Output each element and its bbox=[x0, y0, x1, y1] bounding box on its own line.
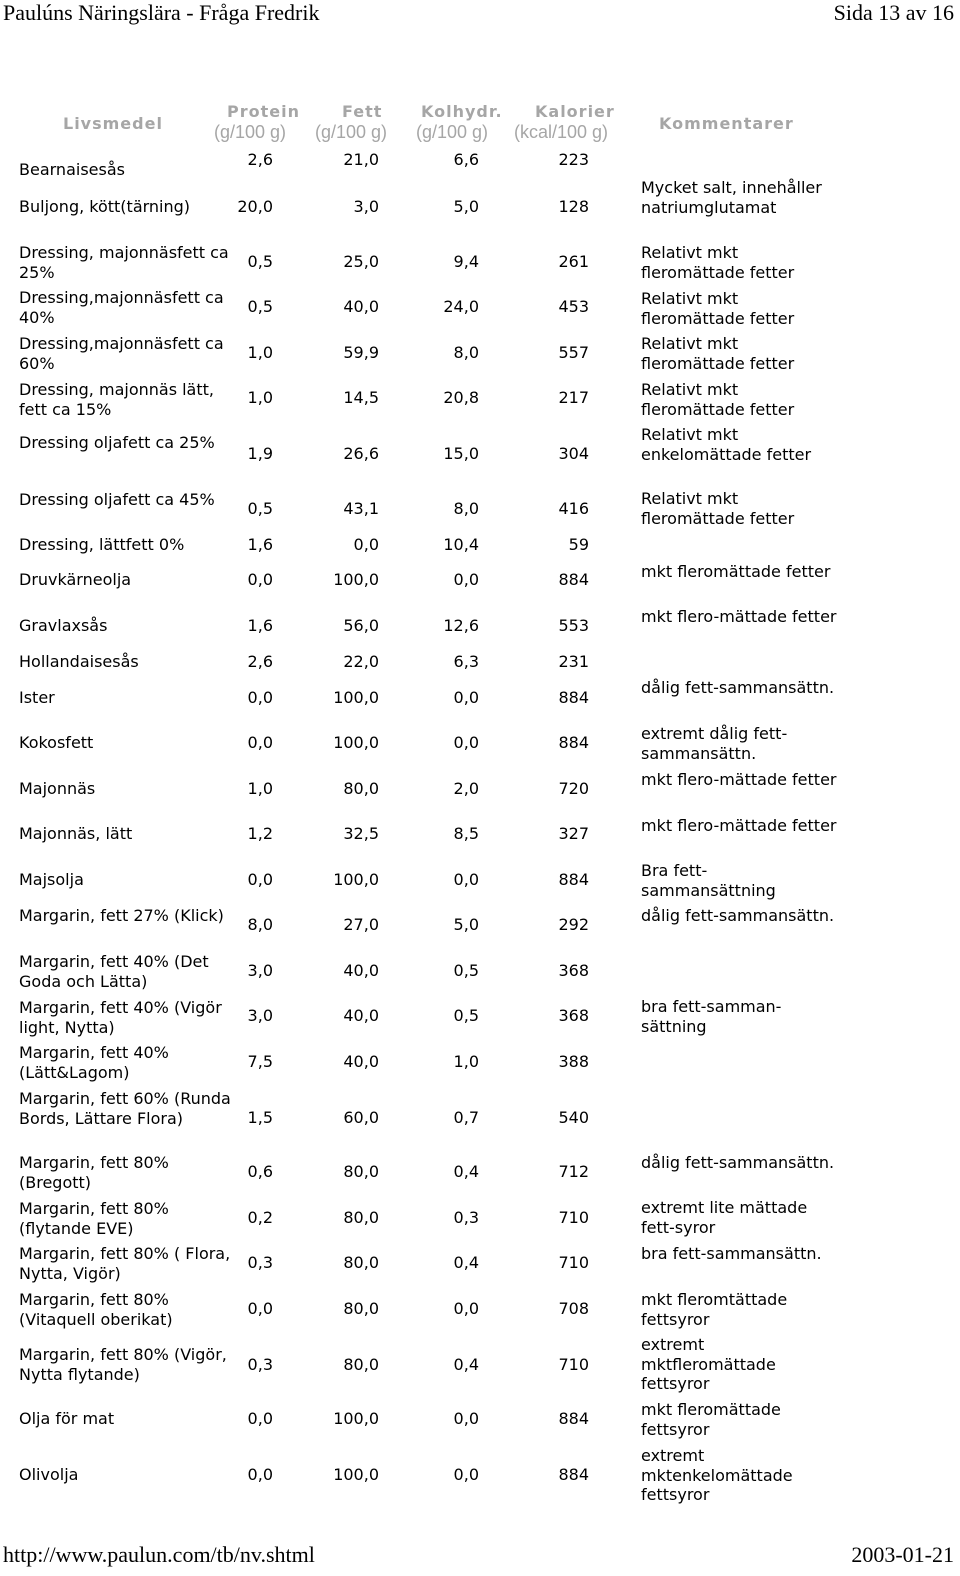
kcal-value: 327 bbox=[558, 824, 589, 843]
carb-value: 0,0 bbox=[453, 870, 479, 889]
protein-value: 8,0 bbox=[247, 915, 273, 934]
carb-value: 0,4 bbox=[453, 1355, 479, 1374]
fat-value: 0,0 bbox=[353, 535, 379, 554]
comment-text: dålig fett-sammansättn. bbox=[641, 906, 835, 925]
carb-value: 15,0 bbox=[443, 444, 479, 463]
food-name: Dressing, majonnäsfett ca 25% bbox=[19, 243, 229, 282]
carb-value: 6,6 bbox=[453, 150, 479, 169]
food-name: Margarin, fett 80% (flytande EVE) bbox=[19, 1199, 169, 1238]
food-name: Margarin, fett 80% ( Flora, Nytta, Vigör) bbox=[19, 1244, 231, 1283]
column-header-carb: Kolhydr. bbox=[421, 102, 503, 121]
fat-value: 80,0 bbox=[343, 1208, 379, 1227]
protein-value: 1,0 bbox=[247, 388, 273, 407]
protein-value: 0,0 bbox=[247, 870, 273, 889]
carb-value: 5,0 bbox=[453, 197, 479, 216]
fat-value: 14,5 bbox=[343, 388, 379, 407]
carb-value: 0,0 bbox=[453, 1465, 479, 1484]
kcal-value: 292 bbox=[558, 915, 589, 934]
fat-value: 43,1 bbox=[343, 499, 379, 518]
protein-value: 0,5 bbox=[247, 252, 273, 271]
comment-text: Relativt mkt fleromättade fetter bbox=[641, 289, 795, 328]
protein-value: 20,0 bbox=[237, 197, 273, 216]
fat-value: 21,0 bbox=[343, 150, 379, 169]
fat-value: 60,0 bbox=[343, 1108, 379, 1127]
food-name: Bearnaisesås bbox=[19, 160, 125, 179]
carb-value: 2,0 bbox=[453, 779, 479, 798]
protein-value: 0,6 bbox=[247, 1162, 273, 1181]
kcal-value: 231 bbox=[558, 652, 589, 671]
comment-text: dålig fett-sammansättn. bbox=[641, 678, 835, 697]
food-name: Dressing oljafett ca 25% bbox=[19, 433, 215, 452]
fat-value: 40,0 bbox=[343, 1006, 379, 1025]
protein-value: 1,0 bbox=[247, 779, 273, 798]
food-name: Margarin, fett 60% (Runda Bords, Lättare Flora) bbox=[19, 1089, 231, 1128]
food-name: Margarin, fett 80% (Vitaquell oberikat) bbox=[19, 1290, 173, 1329]
footer-date: 2003-01-21 bbox=[851, 1542, 954, 1567]
kcal-value: 884 bbox=[558, 688, 589, 707]
food-name: Margarin, fett 40% (Lätt&Lagom) bbox=[19, 1043, 169, 1082]
food-name: Dressing,majonnäsfett ca 40% bbox=[19, 288, 224, 327]
comment-text: extremt lite mättade fett-syror bbox=[641, 1198, 808, 1237]
protein-value: 0,0 bbox=[247, 570, 273, 589]
kcal-value: 884 bbox=[558, 570, 589, 589]
kcal-value: 557 bbox=[558, 343, 589, 362]
protein-value: 3,0 bbox=[247, 1006, 273, 1025]
food-name: Hollandaisesås bbox=[19, 652, 139, 671]
food-name: Gravlaxsås bbox=[19, 616, 108, 635]
kcal-value: 388 bbox=[558, 1052, 589, 1071]
kcal-value: 223 bbox=[558, 150, 589, 169]
kcal-value: 710 bbox=[558, 1355, 589, 1374]
comment-text: Bra fett-sammansättning bbox=[641, 861, 776, 900]
kcal-value: 368 bbox=[558, 961, 589, 980]
protein-value: 2,6 bbox=[247, 652, 273, 671]
food-name: Ister bbox=[19, 688, 55, 707]
protein-value: 0,0 bbox=[247, 688, 273, 707]
column-header-comment: Kommentarer bbox=[659, 114, 794, 133]
protein-value: 1,0 bbox=[247, 343, 273, 362]
kcal-value: 720 bbox=[558, 779, 589, 798]
food-name: Olivolja bbox=[19, 1465, 79, 1484]
column-header-food: Livsmedel bbox=[63, 114, 163, 133]
kcal-value: 368 bbox=[558, 1006, 589, 1025]
column-header-protein-unit: (g/100 g) bbox=[214, 122, 287, 142]
food-name: Dressing, majonnäs lätt, fett ca 15% bbox=[19, 380, 214, 419]
fat-value: 100,0 bbox=[333, 688, 379, 707]
carb-value: 0,0 bbox=[453, 1299, 479, 1318]
protein-value: 0,2 bbox=[247, 1208, 273, 1227]
footer-url: http://www.paulun.com/tb/nv.shtml bbox=[3, 1542, 315, 1567]
food-name: Margarin, fett 40% (Vigör light, Nytta) bbox=[19, 998, 222, 1037]
carb-value: 8,0 bbox=[453, 343, 479, 362]
carb-value: 12,6 bbox=[443, 616, 479, 635]
carb-value: 0,0 bbox=[453, 1409, 479, 1428]
food-name: Majonnäs bbox=[19, 779, 96, 798]
food-name: Druvkärneolja bbox=[19, 570, 132, 589]
kcal-value: 712 bbox=[558, 1162, 589, 1181]
protein-value: 0,3 bbox=[247, 1355, 273, 1374]
kcal-value: 416 bbox=[558, 499, 589, 518]
page-header-title: Paulúns Näringslära - Fråga Fredrik bbox=[3, 0, 320, 25]
comment-text: mkt fleromtättade fettsyror bbox=[641, 1290, 788, 1329]
food-name: Margarin, fett 80% (Bregott) bbox=[19, 1153, 169, 1192]
fat-value: 100,0 bbox=[333, 1465, 379, 1484]
fat-value: 22,0 bbox=[343, 652, 379, 671]
carb-value: 0,4 bbox=[453, 1253, 479, 1272]
kcal-value: 710 bbox=[558, 1253, 589, 1272]
fat-value: 59,9 bbox=[343, 343, 379, 362]
carb-value: 0,3 bbox=[453, 1208, 479, 1227]
fat-value: 25,0 bbox=[343, 252, 379, 271]
comment-text: mkt fleromättade fettsyror bbox=[641, 1400, 781, 1439]
comment-text: bra fett-samman-sättning bbox=[641, 997, 782, 1036]
column-header-fat-unit: (g/100 g) bbox=[315, 122, 388, 142]
kcal-value: 884 bbox=[558, 733, 589, 752]
kcal-value: 884 bbox=[558, 870, 589, 889]
fat-value: 40,0 bbox=[343, 297, 379, 316]
carb-value: 0,0 bbox=[453, 733, 479, 752]
kcal-value: 59 bbox=[568, 535, 589, 554]
food-name: Margarin, fett 40% (Det Goda och Lätta) bbox=[19, 952, 209, 991]
column-header-fat: Fett bbox=[342, 102, 383, 121]
fat-value: 100,0 bbox=[333, 570, 379, 589]
carb-value: 10,4 bbox=[443, 535, 479, 554]
comment-text: Relativt mkt fleromättade fetter bbox=[641, 489, 795, 528]
protein-value: 1,6 bbox=[247, 616, 273, 635]
comment-text: mkt fleromättade fetter bbox=[641, 562, 831, 581]
kcal-value: 710 bbox=[558, 1208, 589, 1227]
protein-value: 0,3 bbox=[247, 1253, 273, 1272]
food-name: Kokosfett bbox=[19, 733, 94, 752]
comment-text: dålig fett-sammansättn. bbox=[641, 1153, 835, 1172]
fat-value: 40,0 bbox=[343, 961, 379, 980]
comment-text: Relativt mkt fleromättade fetter bbox=[641, 380, 795, 419]
fat-value: 100,0 bbox=[333, 870, 379, 889]
kcal-value: 304 bbox=[558, 444, 589, 463]
protein-value: 1,9 bbox=[247, 444, 273, 463]
food-name: Majonnäs, lätt bbox=[19, 824, 133, 843]
kcal-value: 128 bbox=[558, 197, 589, 216]
food-name: Majsolja bbox=[19, 870, 84, 889]
kcal-value: 884 bbox=[558, 1409, 589, 1428]
kcal-value: 884 bbox=[558, 1465, 589, 1484]
comment-text: Relativt mkt fleromättade fetter bbox=[641, 334, 795, 373]
carb-value: 0,5 bbox=[453, 961, 479, 980]
food-name: Olja för mat bbox=[19, 1409, 115, 1428]
fat-value: 80,0 bbox=[343, 779, 379, 798]
food-name: Margarin, fett 27% (Klick) bbox=[19, 906, 224, 925]
fat-value: 32,5 bbox=[343, 824, 379, 843]
kcal-value: 261 bbox=[558, 252, 589, 271]
protein-value: 0,0 bbox=[247, 733, 273, 752]
protein-value: 0,0 bbox=[247, 1409, 273, 1428]
comment-text: Mycket salt, innehåller natriumglutamat bbox=[641, 178, 822, 217]
fat-value: 100,0 bbox=[333, 733, 379, 752]
column-header-kcal: Kalorier bbox=[535, 102, 615, 121]
comment-text: Relativt mkt enkelomättade fetter bbox=[641, 425, 812, 464]
food-name: Buljong, kött(tärning) bbox=[19, 197, 191, 216]
kcal-value: 453 bbox=[558, 297, 589, 316]
protein-value: 3,0 bbox=[247, 961, 273, 980]
carb-value: 5,0 bbox=[453, 915, 479, 934]
carb-value: 8,5 bbox=[453, 824, 479, 843]
protein-value: 1,2 bbox=[247, 824, 273, 843]
carb-value: 24,0 bbox=[443, 297, 479, 316]
carb-value: 20,8 bbox=[443, 388, 479, 407]
comment-text: Relativt mkt fleromättade fetter bbox=[641, 243, 795, 282]
kcal-value: 217 bbox=[558, 388, 589, 407]
food-name: Dressing, lättfett 0% bbox=[19, 535, 185, 554]
fat-value: 80,0 bbox=[343, 1299, 379, 1318]
carb-value: 8,0 bbox=[453, 499, 479, 518]
kcal-value: 708 bbox=[558, 1299, 589, 1318]
comment-text: mkt flero-mättade fetter bbox=[641, 607, 837, 626]
comment-text: bra fett-sammansättn. bbox=[641, 1244, 822, 1263]
protein-value: 7,5 bbox=[247, 1052, 273, 1071]
fat-value: 80,0 bbox=[343, 1162, 379, 1181]
carb-value: 6,3 bbox=[453, 652, 479, 671]
food-name: Dressing,majonnäsfett ca 60% bbox=[19, 334, 224, 373]
protein-value: 1,6 bbox=[247, 535, 273, 554]
column-header-protein: Protein bbox=[227, 102, 300, 121]
comment-text: mkt flero-mättade fetter bbox=[641, 816, 837, 835]
fat-value: 26,6 bbox=[343, 444, 379, 463]
food-name: Margarin, fett 80% (Vigör, Nytta flytande) bbox=[19, 1345, 227, 1384]
protein-value: 0,0 bbox=[247, 1465, 273, 1484]
kcal-value: 540 bbox=[558, 1108, 589, 1127]
comment-text: extremt mktfleromättade fettsyror bbox=[641, 1335, 776, 1393]
carb-value: 9,4 bbox=[453, 252, 479, 271]
carb-value: 0,0 bbox=[453, 570, 479, 589]
comment-text: mkt flero-mättade fetter bbox=[641, 770, 837, 789]
fat-value: 27,0 bbox=[343, 915, 379, 934]
protein-value: 0,0 bbox=[247, 1299, 273, 1318]
protein-value: 1,5 bbox=[247, 1108, 273, 1127]
carb-value: 1,0 bbox=[453, 1052, 479, 1071]
protein-value: 2,6 bbox=[247, 150, 273, 169]
carb-value: 0,0 bbox=[453, 688, 479, 707]
column-header-kcal-unit: (kcal/100 g) bbox=[514, 122, 609, 142]
fat-value: 40,0 bbox=[343, 1052, 379, 1071]
column-header-carb-unit: (g/100 g) bbox=[416, 122, 489, 142]
protein-value: 0,5 bbox=[247, 499, 273, 518]
protein-value: 0,5 bbox=[247, 297, 273, 316]
fat-value: 3,0 bbox=[353, 197, 379, 216]
food-name: Dressing oljafett ca 45% bbox=[19, 490, 215, 509]
carb-value: 0,4 bbox=[453, 1162, 479, 1181]
page-number: Sida 13 av 16 bbox=[833, 0, 954, 25]
fat-value: 80,0 bbox=[343, 1253, 379, 1272]
comment-text: extremt dålig fett-sammansättn. bbox=[641, 724, 788, 763]
kcal-value: 553 bbox=[558, 616, 589, 635]
comment-text: extremt mktenkelomättade fettsyror bbox=[641, 1446, 793, 1504]
fat-value: 80,0 bbox=[343, 1355, 379, 1374]
fat-value: 100,0 bbox=[333, 1409, 379, 1428]
carb-value: 0,7 bbox=[453, 1108, 479, 1127]
carb-value: 0,5 bbox=[453, 1006, 479, 1025]
fat-value: 56,0 bbox=[343, 616, 379, 635]
